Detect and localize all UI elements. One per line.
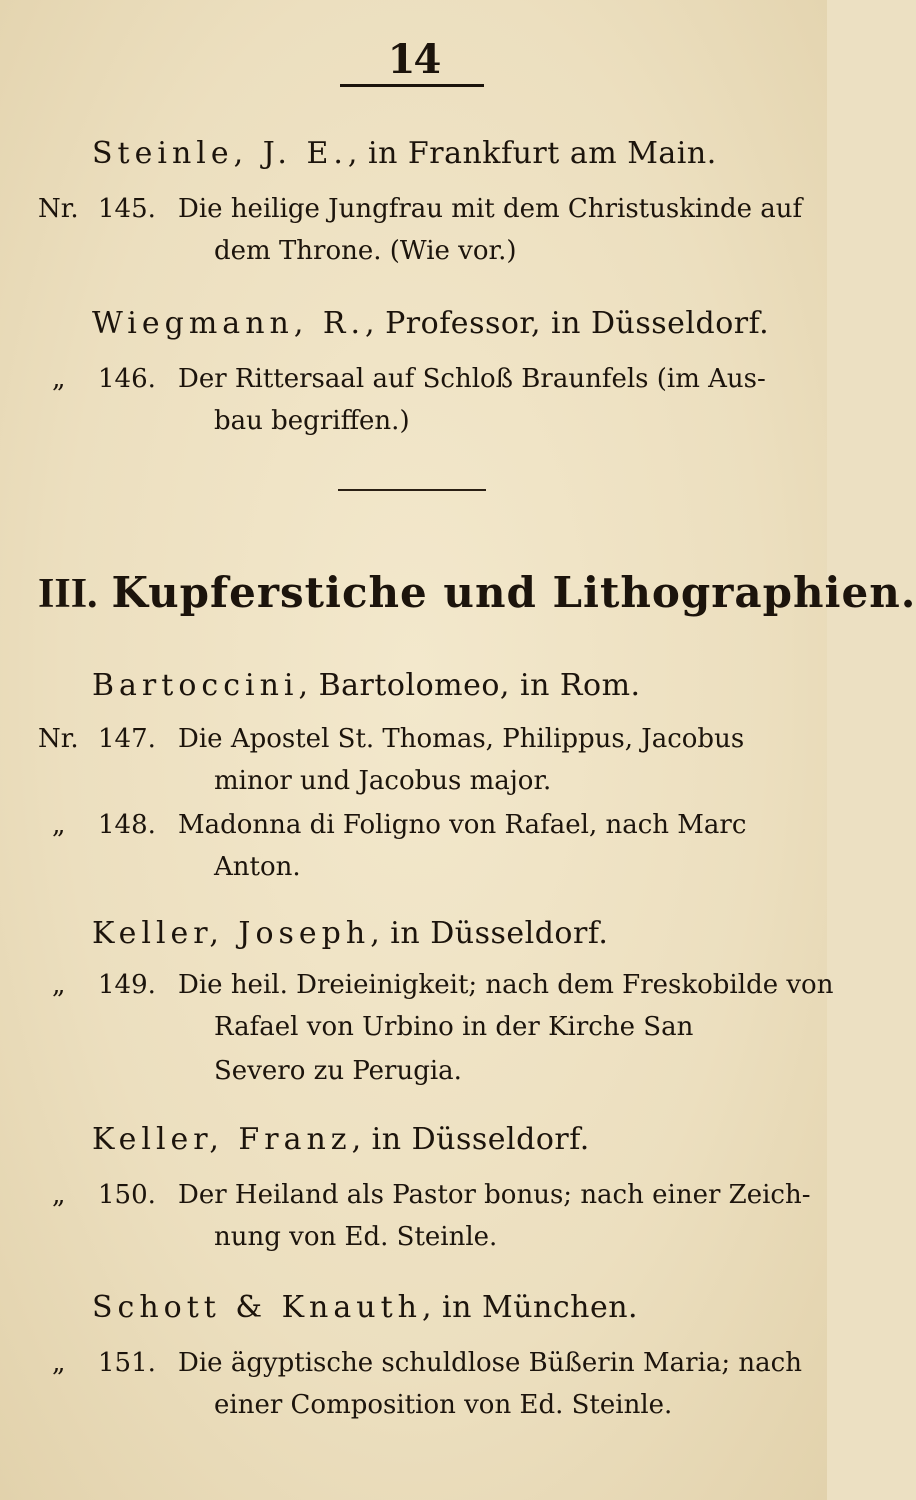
artist-heading [92, 306, 769, 341]
entry-text-line: nung von Ed. Steinle. [214, 1222, 498, 1252]
entry-text-line: Rafael von Urbino in der Kirche San [214, 1012, 694, 1042]
artist-location: , in Düsseldorf. [370, 916, 609, 951]
entry-number: 149. [98, 970, 156, 1000]
artist-name: Schott & Knauth [92, 1290, 422, 1325]
artist-location: , Professor, in Düsseldorf. [365, 306, 770, 341]
entry-number: 151. [98, 1348, 156, 1378]
entry-number: 148. [98, 810, 156, 840]
entry-text-line: Die ägyptische schuldlose Büßerin Maria; nach [178, 1348, 802, 1378]
catalog-entry [38, 724, 798, 814]
catalog-entry [38, 364, 798, 454]
entry-text-line: Der Rittersaal auf Schloß Braunfels (im Aus- [178, 364, 766, 394]
catalog-entry [38, 970, 834, 1100]
entry-text-line: Der Heiland als Pastor bonus; nach einer Zeich- [178, 1180, 811, 1210]
artist-name: Wiegmann, R. [92, 306, 366, 341]
artist-heading [92, 1290, 638, 1325]
artist-location: , in München. [421, 1290, 639, 1325]
entry-number: 147. [98, 724, 156, 754]
entry-prefix: „ [52, 1180, 66, 1210]
artist-location: , in Düsseldorf. [351, 1122, 590, 1157]
artist-name: Bartoccini [92, 668, 299, 703]
entry-prefix: „ [52, 810, 66, 840]
entry-text-line: Die Apostel St. Thomas, Philippus, Jacobus [178, 724, 745, 754]
catalog-entry [38, 1180, 811, 1270]
catalog-entry [38, 1348, 802, 1438]
entry-number: 145. [98, 194, 156, 224]
entry-prefix: Nr. [38, 194, 79, 224]
artist-heading [92, 668, 641, 703]
entry-text-line: Anton. [214, 852, 301, 882]
artist-name: Steinle, J. E. [92, 136, 348, 171]
section-numeral: III. [38, 571, 98, 617]
header-rule [340, 84, 484, 87]
section-divider [338, 489, 486, 491]
section-heading [38, 568, 916, 618]
artist-location: , Bartolomeo, in Rom. [298, 668, 641, 703]
entry-text-line: Die heilige Jungfrau mit dem Christuskinde auf [178, 194, 803, 224]
entry-text-line: Severo zu Perugia. [214, 1056, 462, 1086]
catalog-entry [38, 194, 803, 284]
entry-text-line: bau begriffen.) [214, 406, 410, 436]
page-number: 14 [387, 36, 440, 83]
artist-name: Keller, Joseph [92, 916, 371, 951]
entry-number: 150. [98, 1180, 156, 1210]
artist-heading [92, 916, 608, 951]
entry-prefix: „ [52, 1348, 66, 1378]
artist-name: Keller, Franz [92, 1122, 352, 1157]
artist-heading [92, 1122, 590, 1157]
entry-prefix: Nr. [38, 724, 79, 754]
artist-location: , in Frankfurt am Main. [347, 136, 717, 171]
artist-heading [92, 136, 717, 171]
entry-prefix: „ [52, 364, 66, 394]
entry-text-line: minor und Jacobus major. [214, 766, 552, 796]
section-title: Kupferstiche und Lithographien. [111, 568, 916, 617]
entry-number: 146. [98, 364, 156, 394]
entry-text-line: einer Composition von Ed. Steinle. [214, 1390, 673, 1420]
entry-text-line: dem Throne. (Wie vor.) [214, 236, 517, 266]
catalog-entry [38, 810, 798, 900]
entry-prefix: „ [52, 970, 66, 1000]
entry-text-line: Die heil. Dreieinigkeit; nach dem Freskobilde von [178, 970, 834, 1000]
entry-text-line: Madonna di Foligno von Rafael, nach Marc [178, 810, 747, 840]
